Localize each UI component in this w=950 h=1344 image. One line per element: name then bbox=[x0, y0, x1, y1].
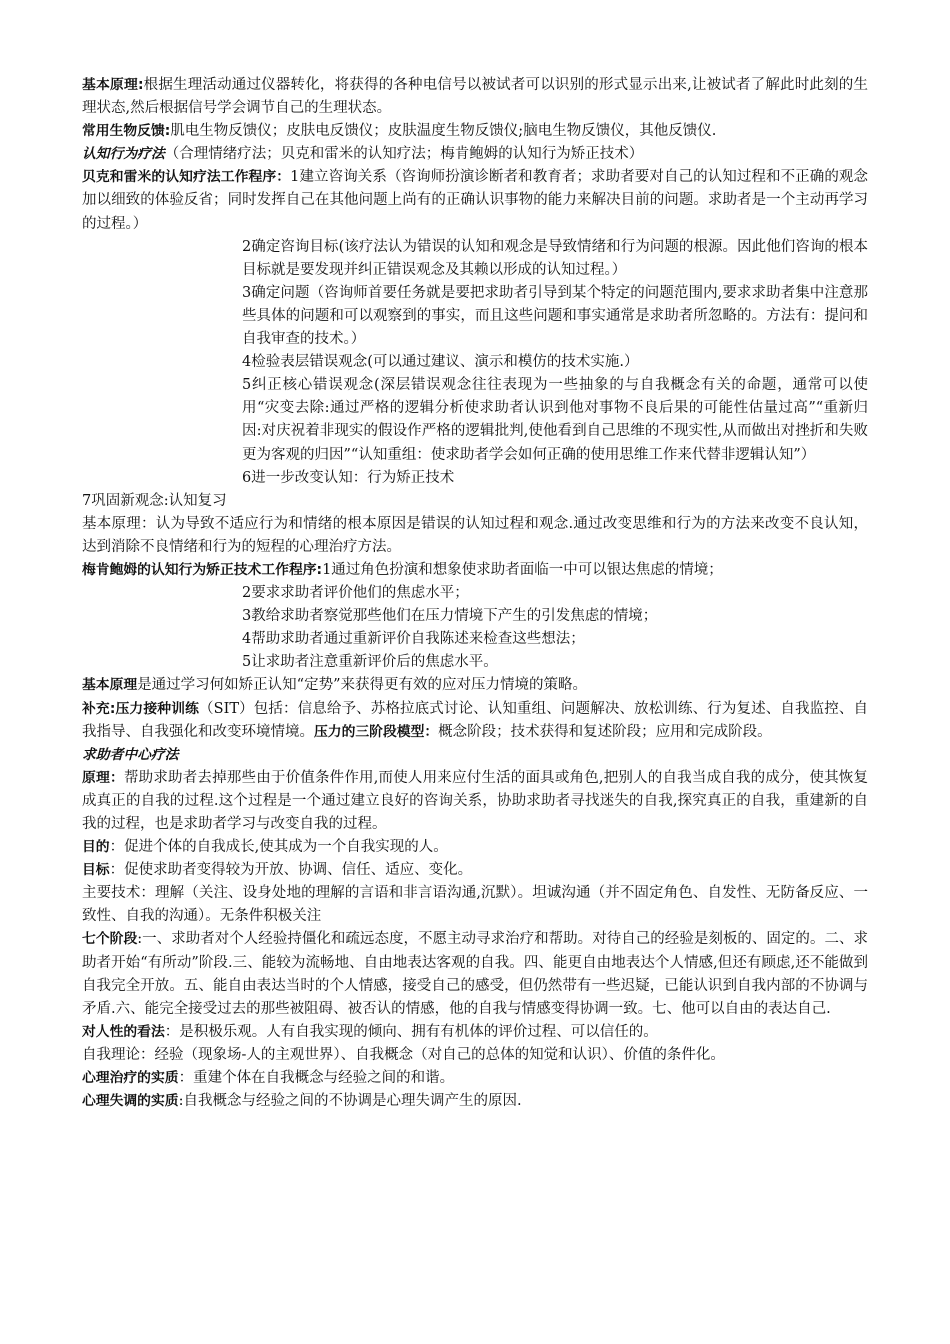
heading-cognitive-behavior-therapy: 认知行为疗法（合理情绪疗法；贝克和雷米的认知疗法；梅肯鲍姆的认知行为矫正技术） bbox=[82, 146, 644, 163]
beck-step-7: 7巩固新观念:认知复习 bbox=[82, 492, 227, 509]
document-page bbox=[82, 74, 868, 1113]
beck-step-3: 3确定问题（咨询师首要任务就是要把求助者引导到某个特定的问题范围内,要求求助者集中注意那些具体的问题和可以观察到的事实，而且这些问题和事实通常是求助者所忽略的。方法有：提问和自我审查的技术。） bbox=[242, 284, 868, 348]
paragraph-biofeedback-devices: 常用生物反馈:肌电生物反馈仪；皮肤电反馈仪；皮肤温度生物反馈仪;脑电生物反馈仪，其他反馈仪. bbox=[82, 123, 717, 140]
beck-step-2: 2确定咨询目标(该疗法认为错误的认知和观念是导致情绪和行为问题的根源。因此他们咨询的根本目标就是要发现并纠正错误观念及其赖以形成的认知过程。） bbox=[242, 238, 868, 278]
paragraph-purpose: 目的：促进个体的自我成长,使其成为一个自我实现的人。 bbox=[82, 839, 448, 856]
label-basic-principle: 基本原理: bbox=[82, 77, 144, 93]
paragraph-stress-inoculation: 补充:压力接种训练（SIT）包括：信息给予、苏格拉底式讨论、认知重组、问题解决、放松训练、行为复述、自我监控、自我指导、自我强化和改变环境情境。压力的三阶段模型：概念阶段；技术获得和复述阶段；应用和完成阶段。 bbox=[82, 700, 868, 740]
meichenbaum-step-5: 5让求助者注意重新评价后的焦虑水平。 bbox=[242, 654, 498, 671]
paragraph-cbt-principle: 基本原理：认为导致不适应行为和情绪的根本原因是错误的认知过程和观念.通过改变思维和行为的方法来改变不良认知，达到消除不良情绪和行为的短程的心理治疗方法。 bbox=[82, 515, 868, 555]
paragraph-main-techniques: 主要技术：理解（关注、设身处地的理解的言语和非言语沟通,沉默）。坦诚沟通（并不固定角色、自发性、无防备反应、一致性、自我的沟通）。无条件积极关注 bbox=[82, 885, 868, 925]
paragraph-essence-of-disorder: 心理失调的实质:自我概念与经验之间的不协调是心理失调产生的原因. bbox=[82, 1093, 522, 1110]
paragraph-meichenbaum-procedure: 梅肯鲍姆的认知行为矫正技术工作程序:1通过角色扮演和想象使求助者面临一中可以银达焦虑的情境； bbox=[82, 561, 723, 578]
paragraph-seven-stages: 七个阶段:一、求助者对个人经验持僵化和疏远态度，不愿主动寻求治疗和帮助。对待自己的经验是刻板的、固定的。二、求助者开始“有所动”阶段.三、能较为流畅地、自由地表达客观的自我。四、能更自由地表达个人情感,但还有顾虑,还不能做到自我完全开放。五、能自由表达当时的个人情感，接受自己的感受，但仍然带有一些迟疑，已能认识到自我内部的不协调与矛盾.六、能完全接受过去的那些被阻碍、被否认的情感，他的自我与情感变得协调一致。七、他可以自由的表达自己. bbox=[82, 931, 868, 1017]
paragraph-goal: 目标：促使求助者变得较为开放、协调、信任、适应、变化。 bbox=[82, 862, 473, 879]
meichenbaum-step-3: 3教给求助者察觉那些他们在压力情境下产生的引发焦虑的情境； bbox=[242, 608, 658, 625]
paragraph-view-of-human-nature: 对人性的看法：是积极乐观。人有自我实现的倾向、拥有有机体的评价过程、可以信任的。 bbox=[82, 1023, 658, 1040]
paragraph-essence-of-therapy: 心理治疗的实质：重建个体在自我概念与经验之间的和谐。 bbox=[82, 1070, 455, 1087]
paragraph-beck-procedure: 贝克和雷米的认知疗法工作程序：1建立咨询关系（咨询师扮演诊断者和教育者；求助者要对自己的认知过程和不正确的观念加以细致的体验反省；同时发挥自己在其他问题上尚有的正确认识事物的能力来解决目前的问题。求助者是一个主动再学习的过程。） bbox=[82, 169, 868, 232]
paragraph-self-theory: 自我理论：经验（现象场-人的主观世界）、自我概念（对自己的总体的知觉和认识）、价值的条件化。 bbox=[82, 1046, 725, 1063]
beck-step-5: 5纠正核心错误观念(深层错误观念往往表现为一些抽象的与自我概念有关的命题，通常可以使用“灾变去除:通过严格的逻辑分析使求助者认识到他对事物不良后果的可能性估量过高”“重新归因:对庆祝着非现实的假设作严格的逻辑批判,使他看到自己思维的不现实性,从而做出对挫折和失败更为客观的归因”“认知重组：使求助者学会如何正确的使用思维工作来代替非逻辑认知”） bbox=[242, 377, 868, 463]
beck-step-6: 6进一步改变认知：行为矫正技术 bbox=[242, 469, 455, 486]
meichenbaum-step-2: 2要求求助者评价他们的焦虑水平； bbox=[242, 585, 469, 602]
beck-step-4: 4检验表层错误观念(可以通过建议、演示和模仿的技术实施.） bbox=[242, 354, 639, 371]
paragraph-client-centered-principle: 原理：帮助求助者去掉那些由于价值条件作用,而使人用来应付生活的面具或角色,把别人的自我当成自我的成分，使其恢复成真正的自我的过程.这个过程是一个通过建立良好的咨询关系，协助求助者寻找迷失的自我,探究真正的自我，重建新的自我的过程，也是求助者学习与改变自我的过程。 bbox=[82, 769, 868, 832]
heading-client-centered-therapy: 求助者中心疗法 bbox=[82, 746, 179, 763]
paragraph-biofeedback-principle: 基本原理:根据生理活动通过仪器转化，将获得的各种电信号以被试者可以识别的形式显示出来,让被试者了解此时此刻的生理状态,然后根据信号学会调节自己的生理状态。 bbox=[82, 77, 868, 117]
paragraph-meichenbaum-principle: 基本原理是通过学习何如矫正认知“定势”来获得更有效的应对压力情境的策略。 bbox=[82, 677, 588, 694]
meichenbaum-step-4: 4帮助求助者通过重新评价自我陈述来检查这些想法； bbox=[242, 631, 585, 648]
